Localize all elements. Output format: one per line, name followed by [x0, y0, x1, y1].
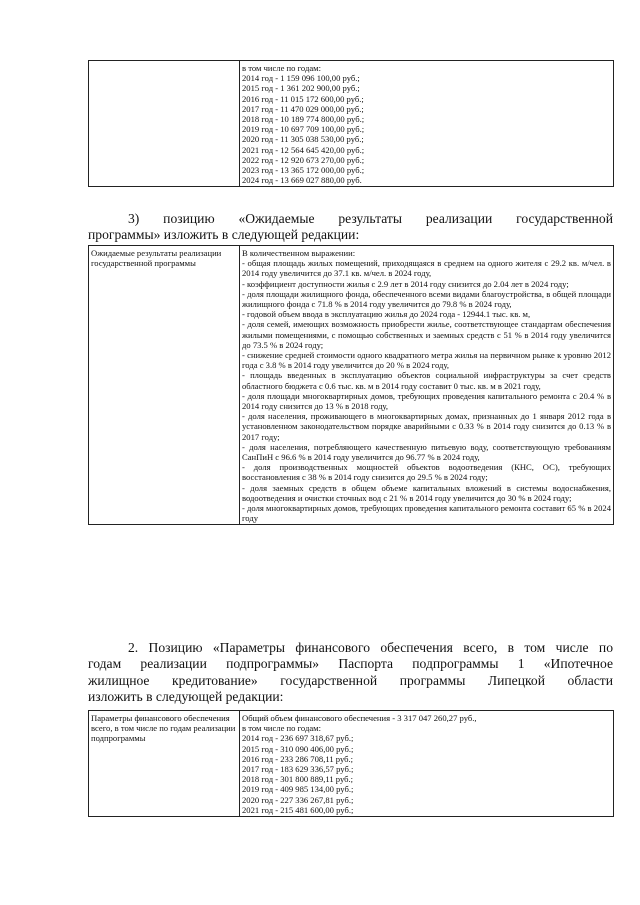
result-item: - общая площадь жилых помещений, приходящаяся в среднем на одного жителя с 29.2 кв. м/чел. в 2014 году увеличится до 37.1 кв. м/чел. в 2024 году,: [242, 258, 611, 279]
paragraph-line: 2. Позицию «Параметры финансового обеспечения всего, в том числе по: [128, 640, 613, 655]
year-row: 2014 год - 236 697 318,67 руб.;: [242, 733, 354, 744]
year-row: 2015 год - 310 090 406,00 руб.;: [242, 743, 354, 754]
result-item: - снижение средней стоимости одного квадратного метра жилья на первичном рынке к уровню 2012 года с 3.8 % в 2014 году увеличится до 20 % в 2024 году,: [242, 350, 611, 371]
year-row: 2016 год - 233 286 708,11 руб.;: [242, 753, 354, 764]
year-row: 2019 год - 10 697 709 100,00 руб.;: [242, 124, 365, 135]
table-cell-label: [89, 711, 240, 817]
year-row: 2017 год - 183 629 336,57 руб.;: [242, 764, 354, 775]
year-row: 2014 год - 1 159 096 100,00 руб.;: [242, 73, 360, 84]
result-item: - доля площади жилищного фонда, обеспеченного всеми видами благоустройства, в общей площади жилищного фонда с 71.8 % в 2014 году увеличится до 79.8 % в 2024 году,: [242, 288, 611, 310]
result-item: - площадь введенных в эксплуатацию объектов социальной инфраструктуры за счет средств областного бюджета с 0.6 тыс. кв. м в 2014 году составит 0 тыс. кв. м в 2021 году,: [242, 370, 611, 391]
years-header: в том числе по годам:: [242, 723, 321, 734]
year-row: 2021 год - 215 481 600,00 руб.;: [242, 804, 354, 815]
paragraph-line: жилищное кредитование» государственной программы Липецкой области: [88, 672, 613, 688]
result-item: - доля заемных средств в общем объеме капитальных вложений в системы водоснабжения, водоотведения и очистки сточных вод с 21 % в 2014 году увеличится до 30 % в 2024 году;: [242, 482, 611, 503]
financing-table-continued: [88, 60, 614, 187]
year-row: 2015 год - 1 361 202 900,00 руб.;: [242, 83, 360, 94]
table-cell-years: [240, 711, 614, 817]
paragraph-line: программы» изложить в следующей редакции:: [88, 227, 360, 243]
year-row: 2018 год - 301 800 889,11 руб.;: [242, 774, 354, 785]
year-row: 2016 год - 11 015 172 600,00 руб.;: [242, 93, 364, 104]
table-cell-results: [240, 246, 614, 525]
year-row: 2023 год - 13 365 172 000,00 руб.;: [242, 165, 365, 176]
year-row: 2018 год - 10 189 774 800,00 руб.;: [242, 114, 365, 125]
years-header: в том числе по годам:: [242, 63, 321, 73]
result-item: - доля населения, проживающего в многоквартирных домах, признанных до 1 января 2012 года в установленном законодательством порядке аварийными с 0.33 % в 2014 году снизится до 0.13 % в 2017 году;: [242, 411, 611, 442]
year-row: 2017 год - 11 470 029 000,00 руб.;: [242, 103, 364, 114]
subprogram-financing-table: [88, 710, 614, 817]
year-row: 2020 год - 11 305 038 530,00 руб.;: [242, 134, 364, 145]
table-cell-label: [89, 246, 240, 525]
result-item: - доля площади многоквартирных домов, требующих проведения капитального ремонта с 20.4 % в 2014 году снизится до 13 % в 2018 году,: [242, 390, 611, 412]
year-row: 2021 год - 12 564 645 420,00 руб.;: [242, 144, 365, 155]
result-item: - доля семей, имеющих возможность приобрести жилье, соответствующее стандартам обеспечения жилыми помещениями, с помощью собственных и заемных средств с 51 % в 2014 году увеличится до 73.5 % в 2024 году;: [242, 319, 611, 350]
expected-results-table: [88, 245, 614, 525]
paragraph-item-3: [88, 211, 613, 244]
result-item: - доля населения, потребляющего качественную питьевую воду, соответствующую требованиям СанПиН с 96.6 % в 2014 году увеличится до 96.77 % в 2024 году,: [242, 441, 611, 463]
expected-results-label: Ожидаемые результаты реализации государственной программы: [91, 248, 222, 269]
financing-total: Общий объем финансового обеспечения - 3 317 047 260,27 руб.,: [242, 713, 477, 723]
paragraph-item-2: [88, 640, 613, 706]
result-item: - доля многоквартирных домов, требующих проведения капитального ремонта составит 65 % в 2024 году: [242, 503, 611, 524]
year-row: 2020 год - 227 336 267,81 руб.;: [242, 794, 354, 805]
results-intro: В количественном выражении:: [242, 248, 356, 258]
table-cell-left-empty: [89, 61, 240, 187]
year-row: 2022 год - 12 920 673 270,00 руб.;: [242, 154, 365, 165]
result-item: - доля производственных мощностей объектов водоотведения (КНС, ОС), требующих восстановления с 38 % в 2014 году снизится до 29.5 % в 2024 году;: [242, 462, 611, 483]
financing-parameters-label: Параметры финансового обеспечения всего, в том числе по годам реализации подпрограммы: [91, 713, 236, 744]
paragraph-line: годам реализации подпрограммы» Паспорта подпрограммы 1 «Ипотечное: [88, 656, 613, 672]
year-row: 2019 год - 409 985 134,00 руб.;: [242, 784, 354, 795]
paragraph-line: изложить в следующей редакции:: [88, 689, 284, 705]
year-row: 2024 год - 13 669 027 880,00 руб.: [242, 175, 362, 186]
paragraph-line: 3) позицию «Ожидаемые результаты реализации государственной: [128, 211, 613, 226]
table-cell-years: [240, 61, 614, 187]
result-item: - годовой объем ввода в эксплуатацию жилья до 2024 года - 12944.1 тыс. кв. м,: [242, 309, 531, 320]
result-item: - коэффициент доступности жилья с 2.9 лет в 2014 году снизится до 2.04 лет в 2024 году;: [242, 278, 569, 289]
